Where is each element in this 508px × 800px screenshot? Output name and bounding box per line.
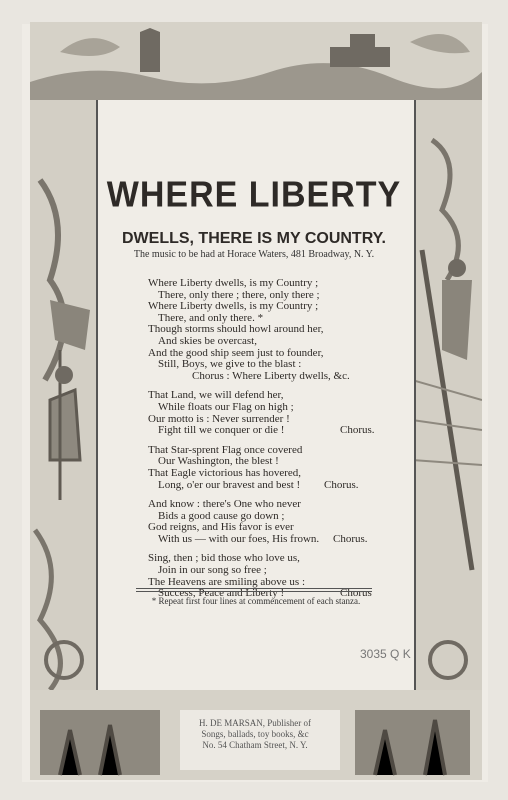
- lyric-line: There, only there ; there, only there ;: [158, 288, 320, 301]
- top-engraving-border: [30, 22, 482, 102]
- chorus-label: Chorus: [340, 587, 372, 600]
- repeat-footnote: * Repeat first four lines at commencement of each stanza.: [151, 596, 361, 606]
- publisher-line: No. 54 Chatham Street, N. Y.: [202, 740, 308, 750]
- lyric-text: Long, o'er our bravest and best !: [158, 478, 301, 491]
- lyric-line: Sing, then ; bid those who love us,: [148, 552, 300, 565]
- chorus-label: Chorus.: [333, 532, 368, 545]
- lyric-line: Where Liberty dwells, is my Country ;: [148, 277, 319, 289]
- lyric-line: Our motto is : Never surrender !: [148, 412, 290, 425]
- music-availability-note: The music to be had at Horace Waters, 481 Broadway, N. Y.: [133, 249, 375, 260]
- lyric-line: [148, 534, 398, 546]
- lyric-text: Success, Peace and Liberty !: [158, 587, 285, 600]
- lyric-line: There, and only there. *: [158, 311, 264, 324]
- soldier-flag-illustration: [30, 100, 98, 690]
- lyric-line: Still, Boys, we give to the blast :: [158, 358, 302, 371]
- publisher-line: Songs, ballads, toy books, &c: [201, 729, 309, 739]
- sailor-mast-illustration: [412, 100, 482, 690]
- lyric-text: With us — with our foes, His frown.: [158, 532, 320, 545]
- lyric-line: Join in our song so free ;: [158, 564, 267, 577]
- lyric-text: Fight till we conquer or die !: [158, 424, 285, 437]
- left-engraving-border: [30, 100, 98, 690]
- lyric-line: Where Liberty dwells, is my Country ;: [148, 300, 319, 313]
- publisher-line: H. DE MARSAN, Publisher of: [198, 718, 311, 728]
- song-title: WHERE LIBERTY: [106, 175, 402, 215]
- lyric-line: [148, 425, 398, 437]
- song-subtitle: DWELLS, THERE IS MY COUNTRY.: [121, 230, 386, 247]
- publisher-imprint: [175, 718, 335, 751]
- divider-rule: [136, 591, 372, 592]
- lyric-line: And the good ship seem just to founder,: [148, 346, 324, 359]
- chorus-label: Chorus.: [324, 478, 359, 491]
- lyric-line: Our Washington, the blest !: [158, 455, 279, 468]
- lyric-line: The Heavens are smiling above us :: [148, 575, 306, 588]
- harbor-fort-illustration: [30, 22, 482, 102]
- lyric-line: And skies be overcast,: [158, 334, 257, 347]
- lyric-line: God reigns, and His favor is ever: [148, 521, 294, 534]
- right-engraving-border: [412, 100, 482, 690]
- lyric-line: That Eagle victorious has hovered,: [148, 466, 302, 479]
- lyric-line: That Star-sprent Flag once covered: [148, 443, 303, 456]
- lyric-line: Bids a good cause go down ;: [158, 509, 285, 522]
- chorus-line: Chorus : Where Liberty dwells, &c.: [192, 369, 350, 382]
- song-lyrics: [148, 278, 398, 600]
- lyric-line: That Land, we will defend her,: [148, 389, 284, 402]
- divider-rule: [136, 588, 372, 589]
- lyric-line: Though storms should howl around her,: [148, 323, 324, 336]
- lyric-line: And know : there's One who never: [148, 498, 301, 511]
- chorus-label: Chorus.: [340, 424, 375, 437]
- lyric-line: [148, 480, 398, 492]
- lyric-line: While floats our Flag on high ;: [158, 400, 294, 413]
- catalog-mark: 3035 Q K: [360, 647, 411, 661]
